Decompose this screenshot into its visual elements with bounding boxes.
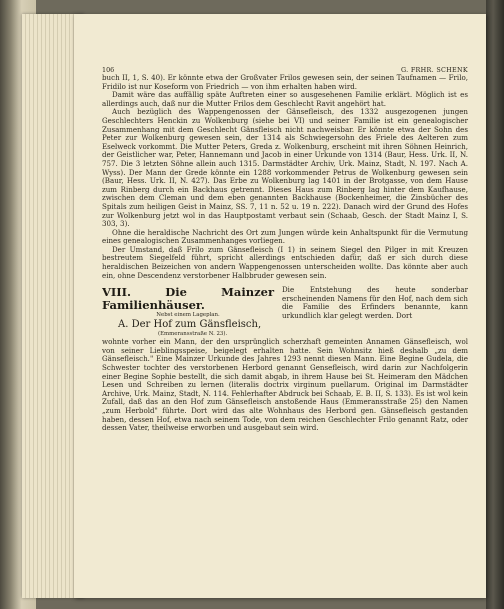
section-subtitle: Nebst einem Lageplan. [156, 312, 220, 319]
book-gutter [486, 0, 504, 609]
book-page [74, 14, 486, 598]
paragraph: Damit wäre das auffällig späte Auftreten einer so ausgesehenen Familie erklärt. Möglich ist es allerdings auch, daß nur die Mutter Frilos dem Geschlecht Ravit angehört hat. [102, 90, 468, 108]
paragraph: Ohne die heraldische Nachricht des Ort zum Jungen würde kein Anhaltspunkt für die Vermutung eines genealogischen Zusammenhanges vorliegen. [102, 227, 468, 246]
page-number: 106 [102, 66, 115, 74]
running-head-author: G. FRHR. SCHENK [400, 66, 468, 74]
paragraph: Der Umstand, daß Frilo zum Gänsefleisch (I 1) in seinem Siegel den Pilger in mit Kreuzen bestreutem Siegelfeld führt, spricht allerdings entschieden dafür, daß er sich durch diese heraldischen Beizeichen von andern Wappengenossen unterscheiden wollte. Das könnte aber auch ein, ohne Descendenz verstorbener Halbbruder gewesen sein. [102, 244, 468, 280]
section-title: VIII. Die Mainzer Familienhäuser. [102, 286, 274, 313]
paragraph: Auch bezüglich des Wappengenossen der Gänsefleisch, des 1332 ausgezogenen jungen Geschlechters Henckin zu Wolkenburg (siehe bei VI) und seiner Familie ist ein genealogischer Zusammenhang mit dem Geschlecht Gänsfleisch nicht nachweisbar. Er könnte etwa der Sohn des Peter zur Wolkenburg gewesen sein, der 1314 als Schwiegersohn des Friele des Aelteren zum Eselweck vorkommt. Die Mutter Peters, Greda z. Wolkenburg, erscheint mit ihren Söhnen Heinrich, der Geistlicher war, Peter, Hannemann und Jacob in einer Urkunde von 1314 (Baur, Hess. Urk. II, N. 757. Die 3 letzten Söhne allein auch 1315. Darmstädter Archiv, Urk. Mainz, Stadt, N. 197. Nach A. Wyss). Der Mann der Grede könnte ein 1288 vorkommender Petrus de Wolkenburg gewesen sein (Baur, Hess. Urk. II, N. 427). Das Erbe zu Wolkenburg lag 1401 in der Brotgasse, von dem Hause zum Rinberg durch ein Backhaus getrennt. Dieses Haus zum Rinberg lag hinter dem Kaufhause, zwischen dem Cleman und dem eben genannten Backhause (Bockenheimer, die Zinsbücher des Spitals zum heiligen Geist in Mainz, SS. 7, 11 n. 52 u. 19 n. 222). Danach wird der Grund des Hofes zur Wolkenburg jetzt wol in das Hauptpostamt verbaut sein (Schaab, Gesch. der Stadt Mainz I, S. 303, 3). [102, 107, 468, 229]
subsection-title: A. Der Hof zum Gänsfleisch, [118, 319, 262, 331]
paragraph: buch II, 1, S. 40). Er könnte etwa der Großvater Frilos gewesen sein, der seinen Taufnamen — Frilo, Fridilo ist nur Koseform von Friedrich — von ihm erhalten haben wird. [102, 73, 468, 91]
subsection-address: (Emmeransstraße N. 23). [158, 331, 228, 338]
section-family-houses [102, 286, 468, 338]
section-heading-block [102, 286, 274, 338]
page-body [102, 74, 468, 433]
section-intro-text: Die Entstehung des heute sonderbar erscheinenden Namens für den Hof, nach dem sich die Familie des Erfinders benannte, kann urkundlich klar gelegt werden. Dort [282, 286, 468, 321]
paragraph: wohnte vorher ein Mann, der den ursprünglich scherzhaft gemeinten Annamen Gänsefleisch, wol von seiner Lieblingsspeise, beigelegt erhalten hatte. Sein Wohnsitz hieß deshalb „zu dem Gänsefleisch." Eine Mainzer Urkunde des Jahres 1293 nennt diesen Mann. Eine Begine Gudela, die Schwester tochter des verstorbenen Herbord genannt Gensefleisch, wird darin zur Nachfolgerin einer Begine Sophie bestellt, die sich damit abgab, in ihrem Hause bei St. Heimeram den Mädchen Lesen und Schreiben zu lernen (literalis doctrix virginum puellarum. Original im Darmstädter Archive, Urk. Mainz, Stadt, N. 114. Fehlerhafter Abdruck bei Schaab, E. B. II, S. 133). Es ist wol kein Zufall, daß das an den Hof zum Gänsefleisch anstoßende Haus (Emmeransstraße 25) den Namen „zum Herbold" führte. Dort wird das alte Wohnhaus des Herbord gen. Gänsefleisch gestanden haben, dessen Hof, etwa nach seinem Tode, von dem reichen Geschlechter Frilo genannt Ratz, oder dessen Vater, theilweise erworben und ausgebaut sein wird. [102, 337, 468, 433]
